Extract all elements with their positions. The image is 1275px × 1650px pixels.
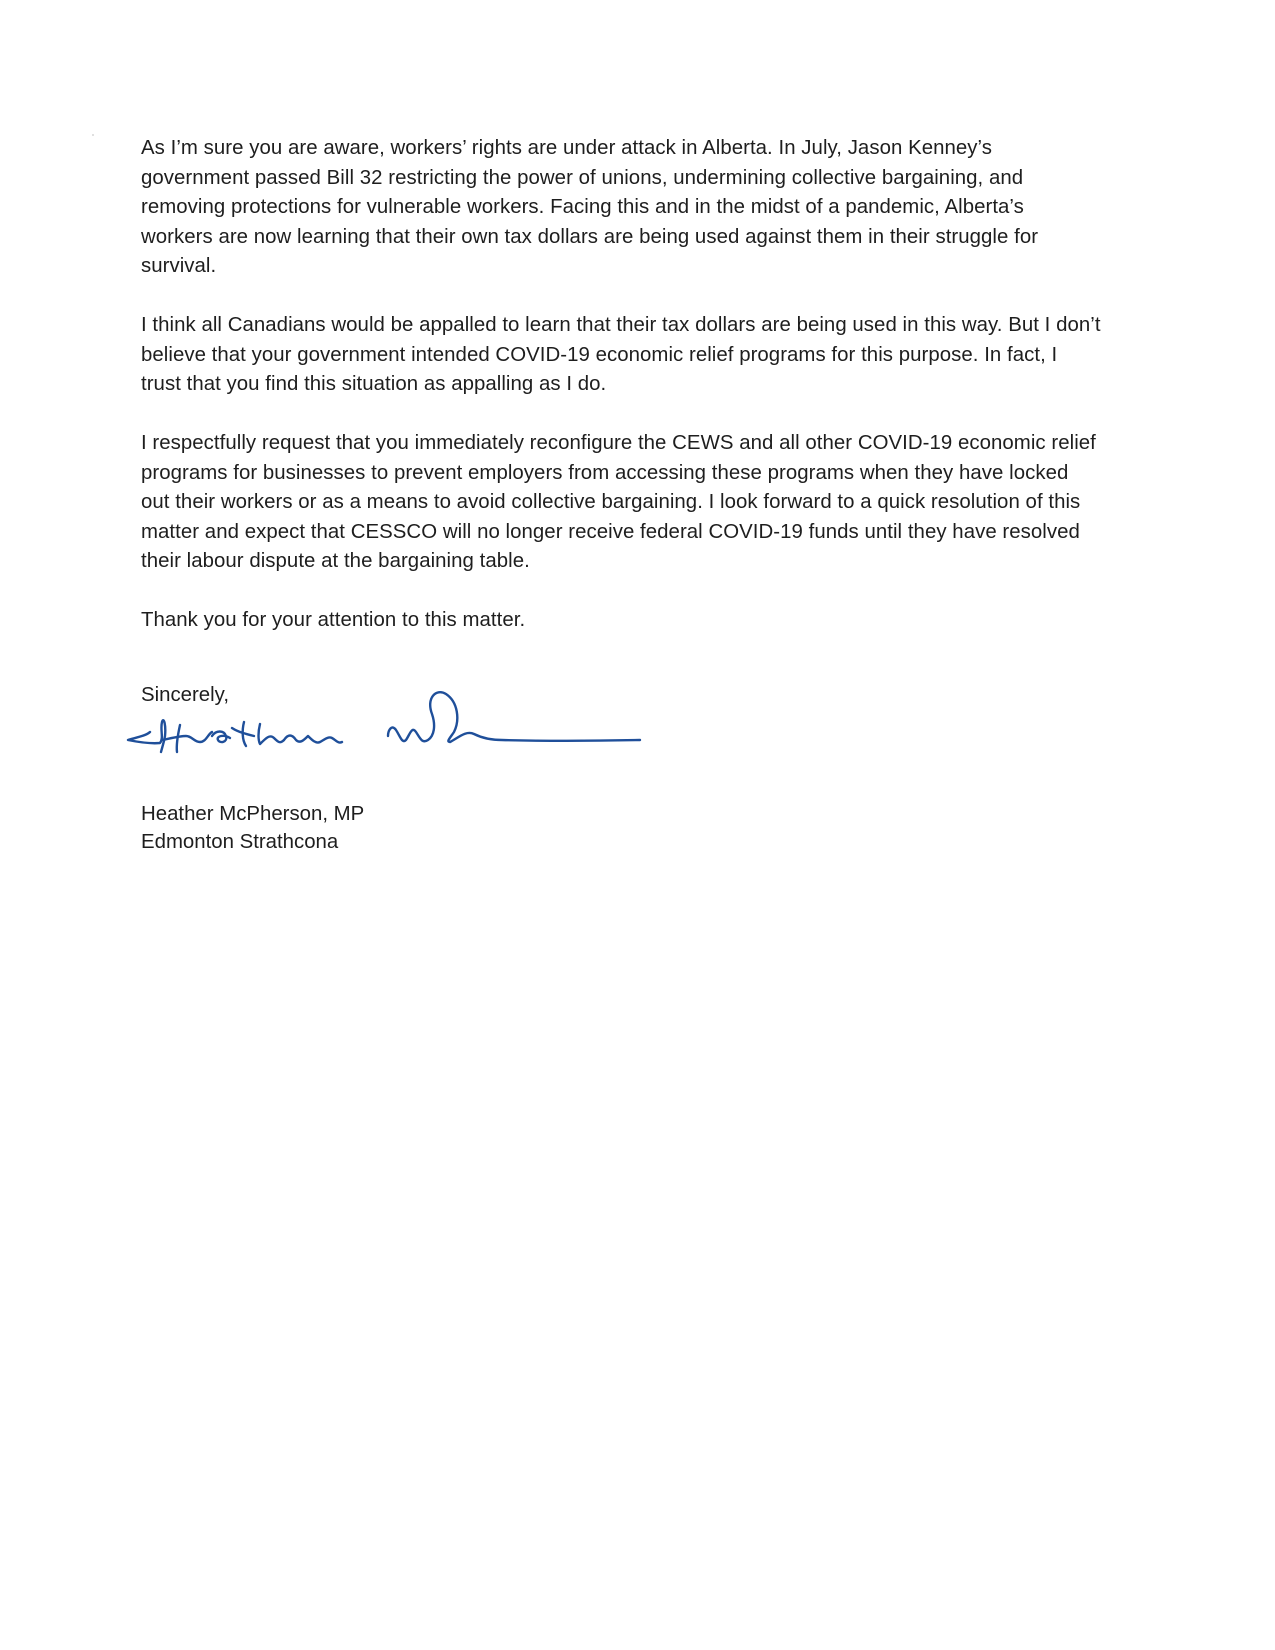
- paragraph-tax-dollars: I think all Canadians would be appalled to learn that their tax dollars are being used in this way. But I don’t believe that your government intended COVID-19 economic relief programs for this purpose. In fact, I trust that you find this situation as appalling as I do.: [141, 314, 1101, 395]
- handwritten-signature: [120, 680, 680, 790]
- paragraph-workers-rights: As I’m sure you are aware, workers’ rights are under attack in Alberta. In July, Jason Kenney’s government passed Bill 32 restricting the power of unions, undermining collective bargaining, and removing protections for vulnerable workers. Facing this and in the midst of a pandemic, Alberta’s workers are now learning that their own tax dollars are being used against them in their struggle for survival.: [141, 137, 1039, 277]
- signatory-riding: Edmonton Strathcona: [141, 831, 339, 853]
- scan-speck: [92, 134, 94, 136]
- paragraph-thank-you: Thank you for your attention to this matter.: [141, 609, 526, 631]
- letter-body: [141, 134, 1101, 665]
- signatory-name: Heather McPherson, MP: [141, 803, 365, 825]
- paragraph-request: I respectfully request that you immediately reconfigure the CEWS and all other COVID-19 economic relief programs for businesses to prevent employers from accessing these programs when they have locked out their workers or as a means to avoid collective bargaining. I look forward to a quick resolution of this matter and expect that CESSCO will no longer receive federal COVID-19 funds until they have resolved their labour dispute at the bargaining table.: [141, 432, 1096, 572]
- signature-block: [141, 800, 364, 856]
- signature-drawing: [120, 680, 680, 790]
- closing-salutation: Sincerely,: [141, 684, 230, 706]
